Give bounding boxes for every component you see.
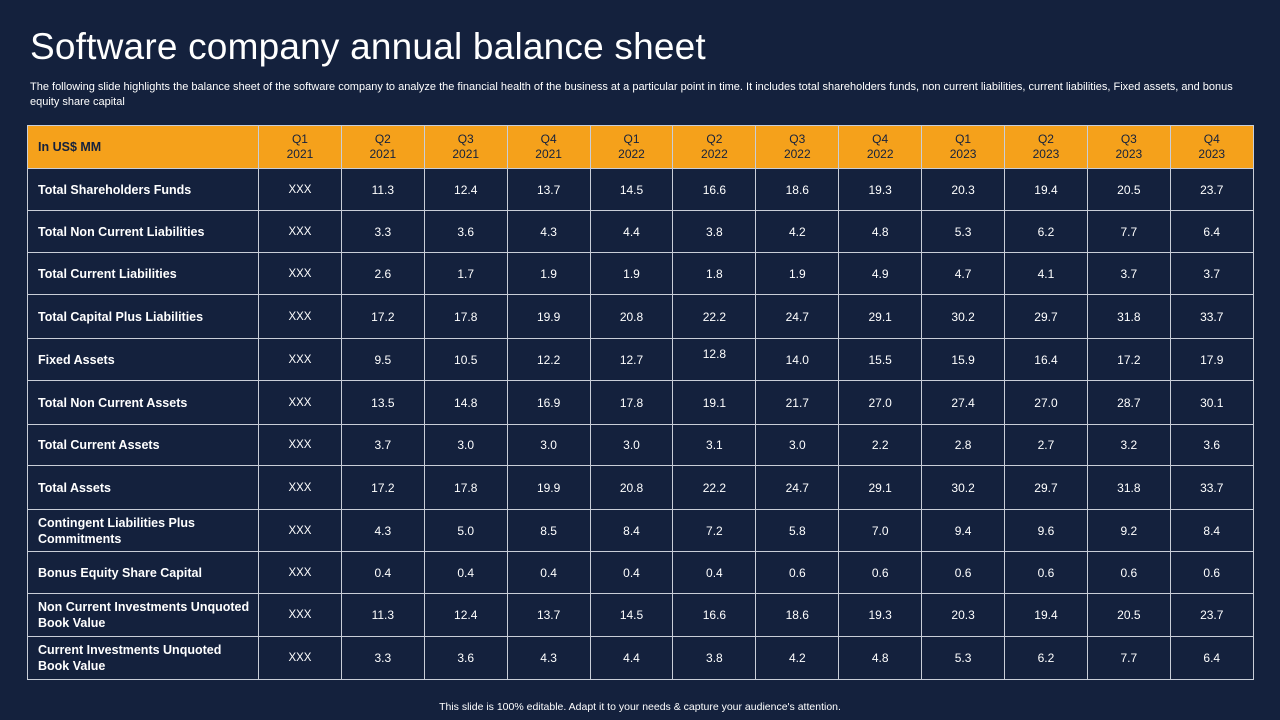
table-cell: 7.2 — [673, 510, 756, 552]
table-cell: 15.5 — [839, 339, 922, 381]
table-cell: 27.0 — [1005, 381, 1088, 425]
table-cell: 19.9 — [507, 466, 590, 510]
table-cell: 0.6 — [839, 552, 922, 594]
row-label: Contingent Liabilities Plus Commitments — [28, 510, 259, 552]
table-cell: 21.7 — [756, 381, 839, 425]
table-cell: 30.1 — [1170, 381, 1253, 425]
table-row — [28, 510, 1254, 552]
table-row — [28, 637, 1254, 680]
table-cell: 0.6 — [1005, 552, 1088, 594]
column-header — [507, 126, 590, 169]
table-cell: 4.8 — [839, 637, 922, 680]
table-cell: 3.8 — [673, 211, 756, 253]
table-cell: 3.3 — [341, 211, 424, 253]
column-header — [922, 126, 1005, 169]
table-cell: 8.5 — [507, 510, 590, 552]
table-cell: 5.3 — [922, 211, 1005, 253]
column-year: 2022 — [783, 147, 811, 161]
table-cell: XXX — [259, 510, 342, 552]
table-row — [28, 339, 1254, 381]
table-cell: 16.6 — [673, 169, 756, 211]
column-header — [1170, 126, 1253, 169]
table-cell: 9.4 — [922, 510, 1005, 552]
table-cell: XXX — [259, 637, 342, 680]
column-quarter: Q4 — [1203, 132, 1220, 146]
table-cell: XXX — [259, 211, 342, 253]
table-cell: 24.7 — [756, 466, 839, 510]
table-cell: 17.2 — [1087, 339, 1170, 381]
table-cell: 4.4 — [590, 637, 673, 680]
column-year: 2023 — [1115, 147, 1143, 161]
column-quarter: Q2 — [706, 132, 723, 146]
table-cell: 28.7 — [1087, 381, 1170, 425]
table-cell: 14.5 — [590, 594, 673, 637]
row-label: Current Investments Unquoted Book Value — [28, 637, 259, 680]
table-cell: 3.6 — [1170, 425, 1253, 466]
row-label: Total Non Current Assets — [28, 381, 259, 425]
table-cell: XXX — [259, 169, 342, 211]
column-quarter: Q4 — [540, 132, 557, 146]
table-cell: 9.2 — [1087, 510, 1170, 552]
table-cell: XXX — [259, 295, 342, 339]
column-header — [756, 126, 839, 169]
table-cell: 9.5 — [341, 339, 424, 381]
table-cell: 13.7 — [507, 594, 590, 637]
table-cell: 16.6 — [673, 594, 756, 637]
row-label: Total Non Current Liabilities — [28, 211, 259, 253]
column-year: 2022 — [866, 147, 894, 161]
row-label: Total Current Liabilities — [28, 253, 259, 295]
table-cell: 5.0 — [424, 510, 507, 552]
table-cell: 12.7 — [590, 339, 673, 381]
table-cell: 9.6 — [1005, 510, 1088, 552]
table-row — [28, 295, 1254, 339]
column-header — [1087, 126, 1170, 169]
column-quarter: Q1 — [623, 132, 640, 146]
table-cell: 17.2 — [341, 466, 424, 510]
column-header — [1005, 126, 1088, 169]
table-cell: 31.8 — [1087, 295, 1170, 339]
table-cell: 12.8 — [673, 339, 756, 381]
table-cell: 12.2 — [507, 339, 590, 381]
table-row — [28, 381, 1254, 425]
table-cell: 12.4 — [424, 594, 507, 637]
table-cell: 19.4 — [1005, 169, 1088, 211]
table-cell: 17.2 — [341, 295, 424, 339]
row-label: Fixed Assets — [28, 339, 259, 381]
table-cell: 0.4 — [673, 552, 756, 594]
table-cell: 20.3 — [922, 594, 1005, 637]
table-cell: 7.7 — [1087, 637, 1170, 680]
table-cell: 3.6 — [424, 211, 507, 253]
table-cell: 17.9 — [1170, 339, 1253, 381]
table-cell: 3.7 — [1170, 253, 1253, 295]
table-row — [28, 425, 1254, 466]
row-label: Total Capital Plus Liabilities — [28, 295, 259, 339]
column-year: 2022 — [701, 147, 728, 161]
table-cell: 29.7 — [1005, 295, 1088, 339]
table-cell: XXX — [259, 425, 342, 466]
table-cell: 31.8 — [1087, 466, 1170, 510]
column-header — [341, 126, 424, 169]
table-cell: 4.7 — [922, 253, 1005, 295]
table-cell: 15.9 — [922, 339, 1005, 381]
table-cell: 1.7 — [424, 253, 507, 295]
column-year: 2023 — [1198, 147, 1226, 161]
table-cell: 8.4 — [590, 510, 673, 552]
slide-footer: This slide is 100% editable. Adapt it to your needs & capture your audience's attention. — [439, 701, 841, 713]
column-header — [590, 126, 673, 169]
table-cell: 17.8 — [590, 381, 673, 425]
table-cell: 23.7 — [1170, 594, 1253, 637]
table-cell: XXX — [259, 253, 342, 295]
table-cell: 16.4 — [1005, 339, 1088, 381]
table-cell: 19.9 — [507, 295, 590, 339]
table-cell: 2.8 — [922, 425, 1005, 466]
table-cell: 0.4 — [341, 552, 424, 594]
table-cell: 27.0 — [839, 381, 922, 425]
table-cell: 29.1 — [839, 466, 922, 510]
table-row — [28, 253, 1254, 295]
table-cell: 3.0 — [507, 425, 590, 466]
column-year: 2021 — [369, 147, 397, 161]
table-cell: XXX — [259, 339, 342, 381]
table-cell: 1.8 — [673, 253, 756, 295]
table-header-row — [28, 126, 1254, 169]
table-cell: 3.8 — [673, 637, 756, 680]
table-cell: 3.2 — [1087, 425, 1170, 466]
table-cell: 5.3 — [922, 637, 1005, 680]
table-cell: 22.2 — [673, 466, 756, 510]
table-cell: 18.6 — [756, 594, 839, 637]
table-cell: 2.6 — [341, 253, 424, 295]
table-cell: 4.3 — [507, 637, 590, 680]
column-year: 2021 — [535, 147, 562, 161]
column-header — [259, 126, 342, 169]
table-cell: 23.7 — [1170, 169, 1253, 211]
table-cell: 2.2 — [839, 425, 922, 466]
column-quarter: Q1 — [291, 132, 308, 146]
table-cell: 20.8 — [590, 295, 673, 339]
table-cell: 3.1 — [673, 425, 756, 466]
table-cell: 4.3 — [341, 510, 424, 552]
table-cell: 6.4 — [1170, 637, 1253, 680]
table-row — [28, 211, 1254, 253]
table-cell: 27.4 — [922, 381, 1005, 425]
column-header — [839, 126, 922, 169]
column-quarter: Q1 — [955, 132, 972, 146]
table-cell: 11.3 — [341, 169, 424, 211]
table-cell: 4.3 — [507, 211, 590, 253]
column-year: 2023 — [949, 147, 977, 161]
table-row — [28, 552, 1254, 594]
table-cell: 6.2 — [1005, 637, 1088, 680]
table-cell: 7.0 — [839, 510, 922, 552]
column-year: 2021 — [452, 147, 480, 161]
table-cell: 3.7 — [1087, 253, 1170, 295]
table-cell: 3.0 — [590, 425, 673, 466]
table-cell: 0.4 — [590, 552, 673, 594]
table-cell: 0.4 — [424, 552, 507, 594]
table-cell: 7.7 — [1087, 211, 1170, 253]
table-cell: XXX — [259, 381, 342, 425]
column-quarter: Q2 — [374, 132, 391, 146]
table-cell: 5.8 — [756, 510, 839, 552]
table-cell: 0.6 — [1087, 552, 1170, 594]
table-cell: 11.3 — [341, 594, 424, 637]
table-cell: 18.6 — [756, 169, 839, 211]
table-cell: 29.7 — [1005, 466, 1088, 510]
table-body — [28, 169, 1254, 680]
row-label: Total Current Assets — [28, 425, 259, 466]
column-header — [673, 126, 756, 169]
table-cell: 30.2 — [922, 295, 1005, 339]
table-cell: 3.7 — [341, 425, 424, 466]
table-cell: 17.8 — [424, 466, 507, 510]
table-cell: 16.9 — [507, 381, 590, 425]
table-cell: XXX — [259, 552, 342, 594]
table-cell: 4.8 — [839, 211, 922, 253]
table-cell: 3.6 — [424, 637, 507, 680]
table-cell: 22.2 — [673, 295, 756, 339]
table-cell: 10.5 — [424, 339, 507, 381]
slide-description: The following slide highlights the balance sheet of the software company to analyze the financial health of the business at a particular point in time. It includes total shareholders funds, non current liabilities, current liabilities, Fixed assets, and bonus equity share capital — [30, 81, 1233, 108]
table-cell: 4.2 — [756, 211, 839, 253]
table-cell: 20.3 — [922, 169, 1005, 211]
row-label: Non Current Investments Unquoted Book Value — [28, 594, 259, 637]
table-cell: 0.6 — [756, 552, 839, 594]
table-cell: 3.0 — [756, 425, 839, 466]
table-cell: 14.5 — [590, 169, 673, 211]
table-cell: 19.4 — [1005, 594, 1088, 637]
table-cell: 1.9 — [507, 253, 590, 295]
table-cell: 33.7 — [1170, 295, 1253, 339]
table-cell: 13.5 — [341, 381, 424, 425]
column-quarter: Q3 — [1120, 132, 1137, 146]
table-cell: 14.0 — [756, 339, 839, 381]
table-cell: 3.0 — [424, 425, 507, 466]
slide-title: Software company annual balance sheet — [30, 26, 706, 67]
column-quarter: Q3 — [457, 132, 474, 146]
table-row — [28, 594, 1254, 637]
table-cell: 17.8 — [424, 295, 507, 339]
table-row — [28, 466, 1254, 510]
table-cell: 4.4 — [590, 211, 673, 253]
table-cell: 20.8 — [590, 466, 673, 510]
table-cell: XXX — [259, 466, 342, 510]
table-cell: 1.9 — [590, 253, 673, 295]
table-cell: 0.6 — [1170, 552, 1253, 594]
table-cell: 19.1 — [673, 381, 756, 425]
table-cell: 12.4 — [424, 169, 507, 211]
table-cell: 8.4 — [1170, 510, 1253, 552]
table-cell: 19.3 — [839, 169, 922, 211]
row-label: Total Shareholders Funds — [28, 169, 259, 211]
table-cell: 14.8 — [424, 381, 507, 425]
table-cell: 0.6 — [922, 552, 1005, 594]
table-cell: 3.3 — [341, 637, 424, 680]
table-cell: 29.1 — [839, 295, 922, 339]
column-header — [424, 126, 507, 169]
column-year: 2022 — [618, 147, 645, 161]
column-quarter: Q3 — [789, 132, 806, 146]
row-label: Bonus Equity Share Capital — [28, 552, 259, 594]
table-cell: 33.7 — [1170, 466, 1253, 510]
table-row — [28, 169, 1254, 211]
table-cell: 4.2 — [756, 637, 839, 680]
table-cell: XXX — [259, 594, 342, 637]
table-cell: 2.7 — [1005, 425, 1088, 466]
table-cell: 0.4 — [507, 552, 590, 594]
column-quarter: Q4 — [872, 132, 889, 146]
table-cell: 1.9 — [756, 253, 839, 295]
table-cell: 6.4 — [1170, 211, 1253, 253]
row-label: Total Assets — [28, 466, 259, 510]
column-year: 2023 — [1032, 147, 1060, 161]
table-corner-label: In US$ MM — [28, 126, 259, 169]
column-quarter: Q2 — [1037, 132, 1054, 146]
table-cell: 13.7 — [507, 169, 590, 211]
table-cell: 20.5 — [1087, 594, 1170, 637]
table-cell: 6.2 — [1005, 211, 1088, 253]
table-cell: 19.3 — [839, 594, 922, 637]
table-cell: 4.9 — [839, 253, 922, 295]
table-cell: 4.1 — [1005, 253, 1088, 295]
table-cell: 30.2 — [922, 466, 1005, 510]
balance-sheet-table — [27, 125, 1254, 680]
table-cell: 24.7 — [756, 295, 839, 339]
table-cell: 20.5 — [1087, 169, 1170, 211]
column-year: 2021 — [286, 147, 314, 161]
